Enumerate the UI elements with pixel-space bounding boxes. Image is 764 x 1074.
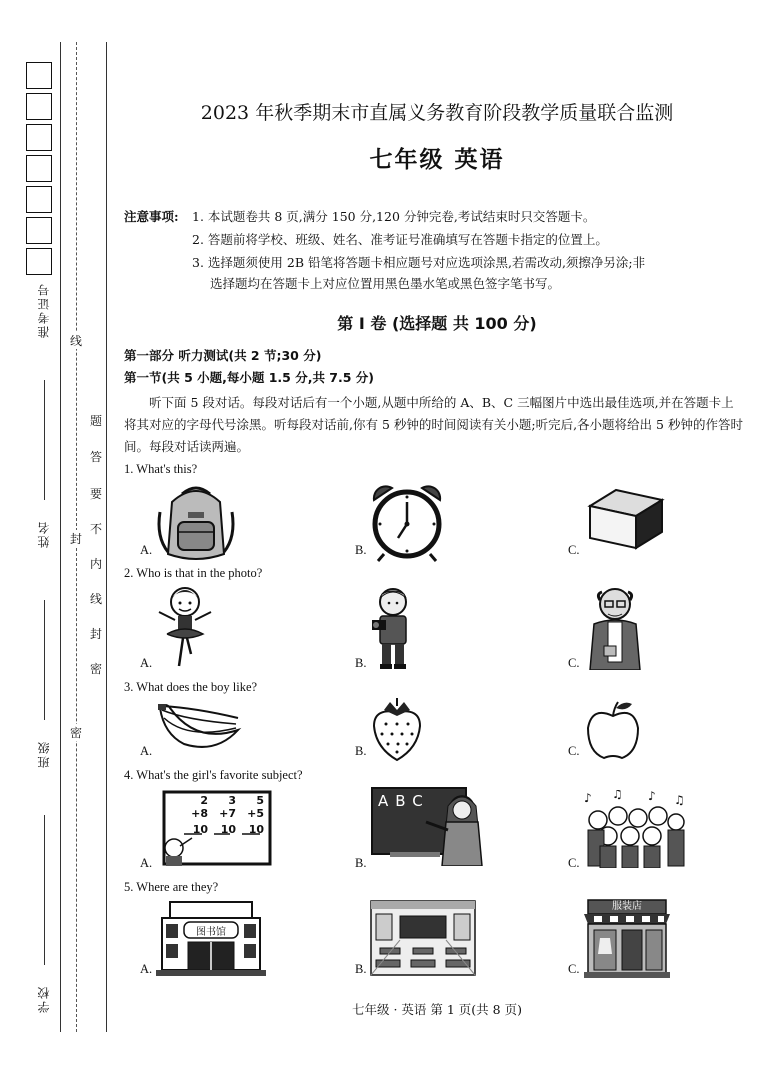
q3-option-c[interactable]: C. (568, 744, 580, 758)
question-3: 3. What does the boy like? (124, 680, 258, 694)
svg-text:♫: ♫ (612, 790, 623, 801)
q3-option-a[interactable]: A. (140, 744, 153, 758)
classroom-icon (370, 900, 476, 976)
q5-option-b[interactable]: B. (355, 962, 367, 976)
svg-text:♪: ♪ (648, 790, 656, 803)
q2-option-b[interactable]: B. (355, 656, 367, 670)
library-building-icon: 图书馆 (156, 900, 266, 976)
margin-rule-outer (60, 42, 61, 1032)
school-label: 学校 (37, 985, 51, 1013)
class-label: 班级 (37, 740, 51, 768)
ballet-girl-icon (155, 584, 215, 670)
exam-title: 2023 年秋季期末市直属义务教育阶段教学质量联合监测 (200, 102, 674, 124)
english-teacher-icon: ABC (370, 786, 486, 866)
clothes-store-icon: 服装店 (584, 898, 670, 978)
name-label: 姓名 (37, 520, 51, 548)
question-1: 1. What's this? (124, 462, 198, 476)
notice-item-3: 3. 选择题须使用 2B 铅笔将答题卡相应题号对应选项涂黑,若需改动,须擦净另涂;非 (192, 255, 646, 270)
seal-line-inner (106, 42, 107, 1032)
svg-text:♫: ♫ (674, 793, 685, 807)
notice-item-2: 2. 答题前将学校、班级、姓名、准考证号准确填写在答题卡指定的位置上。 (192, 232, 608, 247)
seal-char-xian: 线 (69, 334, 82, 348)
seal-char-mi: 密 (69, 726, 82, 740)
photographer-boy-icon (370, 586, 416, 670)
bananas-icon (156, 700, 242, 758)
q5-option-c[interactable]: C. (568, 962, 580, 976)
alarm-clock-icon (368, 482, 446, 562)
question-2: 2. Who is that in the photo? (124, 566, 263, 580)
q1-option-a[interactable]: A. (140, 543, 153, 557)
exam-id-label: 准考证号 (37, 282, 51, 338)
old-man-icon (586, 586, 644, 670)
section-title: 第一部分 听力测试(共 2 节;30 分) (124, 348, 322, 363)
svg-text:♪: ♪ (584, 791, 592, 805)
class-fill-line[interactable] (44, 600, 45, 720)
q1-option-c[interactable]: C. (568, 543, 580, 557)
notice-label: 注意事项: (124, 209, 179, 224)
q4-option-a[interactable]: A. (140, 856, 153, 870)
name-fill-line[interactable] (44, 380, 45, 500)
q4-option-b[interactable]: B. (355, 856, 367, 870)
question-4: 4. What's the girl's favorite subject? (124, 768, 303, 782)
notice-item-1: 1. 本试题卷共 8 页,满分 150 分,120 分钟完卷,考试结束时只交答题卡。 (192, 209, 596, 224)
question-5: 5. Where are they? (124, 880, 219, 894)
backpack-icon (152, 482, 240, 562)
notice-item-3-cont: 选择题均在答题卡上对应位置用黑色墨水笔或黑色签字笔书写。 (210, 276, 561, 291)
apple-icon (584, 700, 642, 760)
q2-option-a[interactable]: A. (140, 656, 153, 670)
listening-instruction: 听下面 5 段对话。每段对话后有一个小题,从题中所给的 A、B、C 三幅图片中选出最佳选项,并在答题卡上将其对应的字母代号涂黑。听每段对话前,你有 5 秒钟的时间阅读有关小题;听完后,各小题将给出 5 秒钟的作答时间。每段对话读两遍。 (124, 395, 743, 454)
seal-char-feng: 封 (69, 532, 82, 546)
volume-title: 第 Ⅰ 卷 (选择题 共 100 分) (337, 314, 537, 333)
school-fill-line[interactable] (44, 815, 45, 965)
eraser-icon (586, 486, 666, 552)
q3-option-b[interactable]: B. (355, 744, 367, 758)
q1-option-b[interactable]: B. (355, 543, 367, 557)
strawberry-icon (370, 698, 424, 762)
subsection-title: 第一节(共 5 小题,每小题 1.5 分,共 7.5 分) (124, 370, 375, 385)
q4-option-c[interactable]: C. (568, 856, 580, 870)
q5-option-a[interactable]: A. (140, 962, 153, 976)
q2-option-c[interactable]: C. (568, 656, 580, 670)
exam-subject: 七年级 英语 (369, 146, 505, 173)
page-footer: 七年级 · 英语 第 1 页(共 8 页) (352, 1002, 522, 1017)
math-board-icon: 2 +8 10 3 +7 10 5 +5 10 (156, 790, 272, 866)
music-choir-icon (580, 790, 686, 868)
